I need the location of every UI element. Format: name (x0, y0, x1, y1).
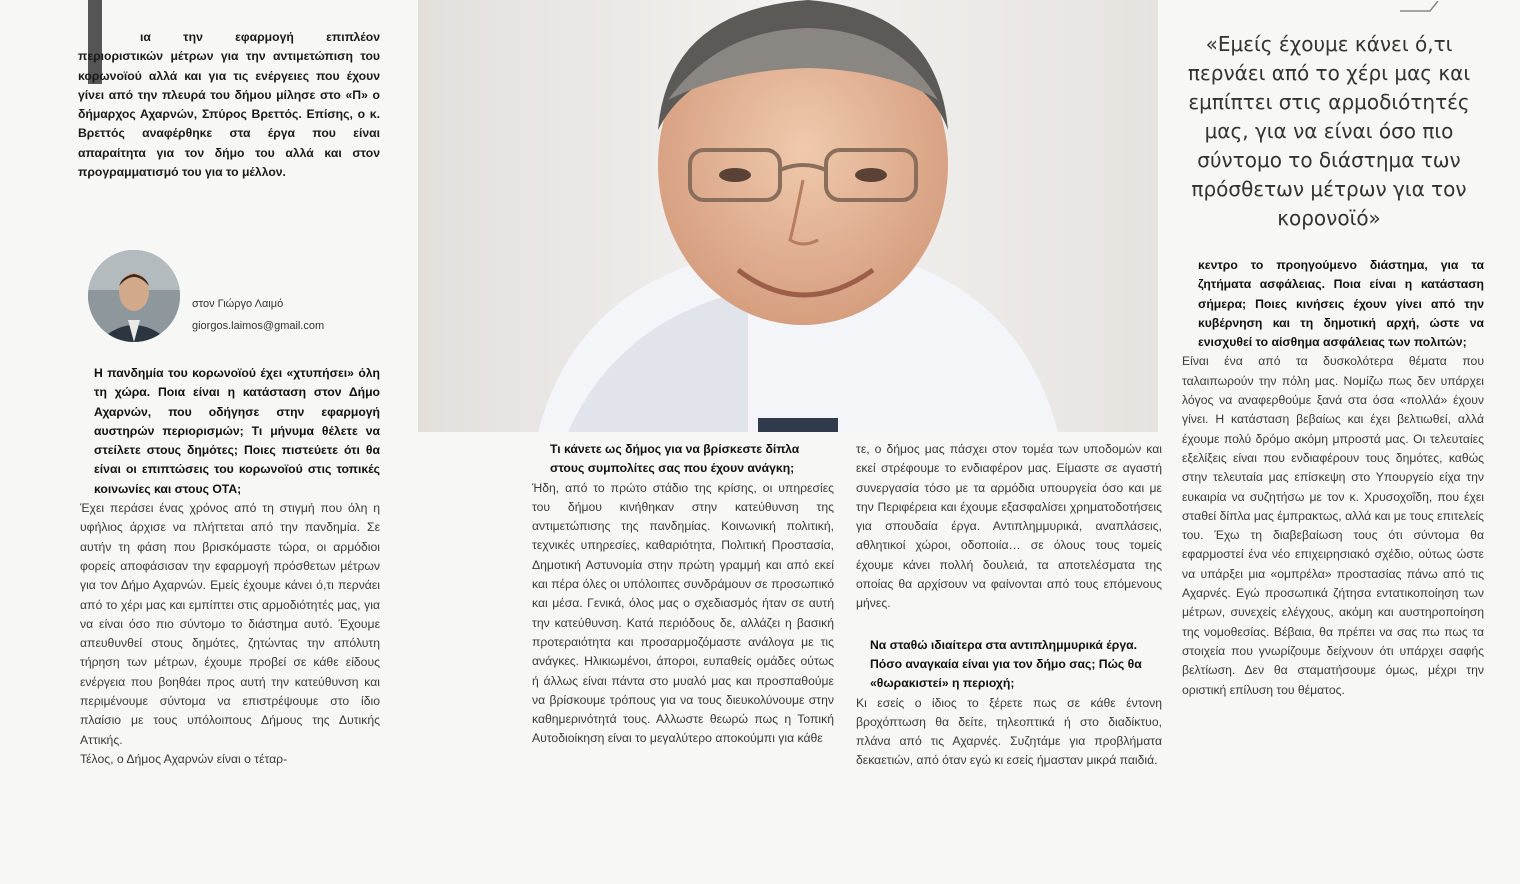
interview-answer-continued: Τέλος, ο Δήμος Αχαρνών είναι ο τέταρ- (80, 751, 288, 766)
intro-paragraph (78, 28, 380, 182)
intro-text: ια την εφαρμογή επιπλέον περιοριστικών μέτρων για την αντιμετώπιση του κορωνοϊού αλλά και για τις ενέργειες που έχουν γίνει από την πλευρά του δήμου μίλησε στο «Π» ο δήμαρχος Αχαρνών, Σπύρος Βρεττός. Επίσης, ο κ. Βρεττός αναφέρθηκε στα έργα που είναι απαραίτητα για τον δήμο του αλλά και στον προγραμματισμό του για το μέλλον. (78, 30, 380, 180)
interview-answer: Κι εσείς ο ίδιος το ξέρετε πως σε κάθε έντονη βροχόπτωση θα δείτε, τηλεοπτικά ή στο διαδίκτυο, πλάνα από τις Αχαρνές. Συζητάμε για προβλήματα δεκαετιών, από όταν εγώ κι εσείς ήμασταν μικρά παιδιά. (856, 695, 1162, 768)
column-2 (532, 440, 834, 749)
column-3 (856, 440, 1162, 771)
author-name: στον Γιώργο Λαιμό (192, 298, 284, 310)
corner-decoration (1400, 0, 1440, 12)
interview-question: Να σταθώ ιδιαίτερα στα αντιπλημμυρικά έργα. Πόσο αναγκαία είναι για τον δήμο σας; Πώς θα «θωρακιστεί» η περιοχή; (870, 637, 1142, 691)
interview-answer: Ήδη, από το πρώτο στάδιο της κρίσης, οι υπηρεσίες του δήμου κινήθηκαν στην κατεύθυνση της αντιμετώπισης της πανδημίας. Κοινωνική πολιτική, τεχνικές υπηρεσίες, καθαριότητα, Πολιτική Προστασία, Δημοτική Αστυνομία στην πρώτη γραμμή και από εκεί και πέρα όλες οι υπόλοιπες συνδράμουν σε προσωπικό και μέσα. Γενικά, όλος μας ο σχεδιασμός ήταν σε αυτή την κατεύθυνση. Κατά περιόδους δε, αλλάζει η βασική προτεραιότητα και προσαρμοζόμαστε ανάλογα με τις ανάγκες. Ηλικιωμένοι, άποροι, ευπαθείς ομάδες ούτως ή άλλως είναι πάντα στο μυαλό μας και προσπαθούμε να βρίσκουμε τρόπους για να τους διευκολύνουμε στην καθημερινότητά τους. Αλλωστε θεωρώ πως η Τοπική Αυτοδιοίκηση είναι το μεγαλύτερο αποκούμπι για κάθε (532, 480, 834, 746)
byline (88, 250, 388, 340)
author-email[interactable]: giorgos.laimos@gmail.com (192, 320, 325, 332)
interview-answer-continued: τε, ο δήμος μας πάσχει στον τομέα των υποδομών και εκεί στρέφουμε το ενδιαφέρον μας. Είμαστε σε αγαστή συνεργασία τόσο με τα αρμόδια υπουργεία όσο και με την Περιφέρεια και έχουμε εξασφαλίσει χρηματοδοτήσεις για σπουδαία έργα. Αντιπλημμυρικά, αναπλάσεις, αθλητικοί χώροι, οδοποιία… σε όλους τους τομείς έχουμε κάνει πολλή δουλειά, τα αποτελέσματα της οποίας θα αρχίσουν να φαίνονται από τους επόμενους μήνες. (856, 442, 1162, 611)
column-4 (1182, 256, 1484, 700)
interview-question: κεντρο το προηγούμενο διάστημα, για τα ζητήματα ασφάλειας. Ποια είναι η κατάσταση σήμερα; Ποιες κινήσεις έχουν γίνει από την κυβέρνηση και τη δημοτική αρχή, ώστε να ενισχυθεί το αίσθημα ασφάλειας των πολιτών; (1198, 258, 1484, 350)
interview-question: Τι κάνετε ως δήμος για να βρίσκεστε δίπλα στους συμπολίτες σας που έχουν ανάγκη; (550, 442, 800, 476)
author-avatar (88, 250, 180, 342)
interview-question: Η πανδημία του κορωνοϊού έχει «χτυπήσει» όλη τη χώρα. Ποια είναι η κατάσταση στον Δήμο Αχαρνών, που οδήγησε στην εφαρμογή αυστηρών περιορισμών; Τι μήνυμα θέλετε να στείλετε στους δημότες; Ποιες πιστεύετε ότι θα είναι οι επιπτώσεις του κορωνοϊού στις τοπικές κοινωνίες και στους ΟΤΑ; (94, 366, 380, 496)
interview-answer: Έχει περάσει ένας χρόνος από τη στιγμή που όλη η υφήλιος άρχισε να πλήττεται από την πανδημία. Σε αυτήν τη φάση που βρισκόμαστε τώρα, οι αρμόδιοι φορείς αποφάσισαν την εφαρμογή πρόσθετων μέτρων για τον Δήμο Αχαρνών. Εμείς έχουμε κάνει ό,τι περνάει από το χέρι μας και εμπίπτει στις αρμοδιότητές μας, για να είναι όσο πιο σύντομο το διάστημα αυτό. Έχουμε απευθυνθεί στους δημότες, ζητώντας την απόλυτη τήρηση των μέτρων, έχουμε προβεί σε κάθε είδους ενέργεια που βοηθάει προς αυτή την κατεύθυνση και περιμένουμε σύντομα να επιστρέψουμε στο ίδιο πλαίσιο με τους υπόλοιπους Δήμους της Δυτικής Αττικής. (80, 501, 380, 747)
pull-quote: «Εμείς έχουμε κάνει ό,τι περνάει από το χέρι μας και εμπίπτει στις αρμοδιότητές μας, για να είναι όσο πιο σύντομο το διάστημα των πρόσθετων μέτρων για τον κορονοϊό» (1187, 32, 1471, 230)
column-1 (80, 364, 380, 769)
interview-answer: Είναι ένα από τα δυσκολότερα θέματα που ταλαιπωρούν την πόλη μας. Νομίζω πως δεν υπάρχει λόγος να αναφερθούμε ξανά στα όσα «πολλά» έχουν γίνει. Η κατάσταση βεβαίως και έχει βελτιωθεί, αλλά έχουμε πολύ δρόμο ακόμη μπροστά μας. Οι τελευταίες εξελίξεις είναι που ενδιαφέρουν τους δημότες, καθώς στην τελευταία μας επίσκεψη στο Υπουργείο είχα την ευκαιρία να συζητήσω με τον κ. Χρυσοχοΐδη, που έχει σταθεί δίπλα μας έμπρακτως, αλλά και με τους επιτελείς του. Έχω τη διαβεβαίωση τους ότι σύντομα θα εφαρμοστεί ένα νέο επιχειρησιακό σχέδιο, ούτως ώστε να υπάρξει μια «ομπρέλα» προστασίας πάνω από τις Αχαρνές. Εγώ προσωπικά ζήτησα εντατικοποίηση των μέτρων, συνεχείς ελέγχους, ακόμη και αυστηροποίηση της νομοθεσίας. Βέβαια, θα πρέπει να σας πω πως τα στοιχεία που γνωρίζουμε δείχνουν ότι υπάρχει σαφής βελτίωση. Δεν θα σταματήσουμε όμως, μέχρι την οριστική επίλυση του θέματος. (1182, 354, 1484, 697)
portrait-photo (418, 0, 1158, 432)
